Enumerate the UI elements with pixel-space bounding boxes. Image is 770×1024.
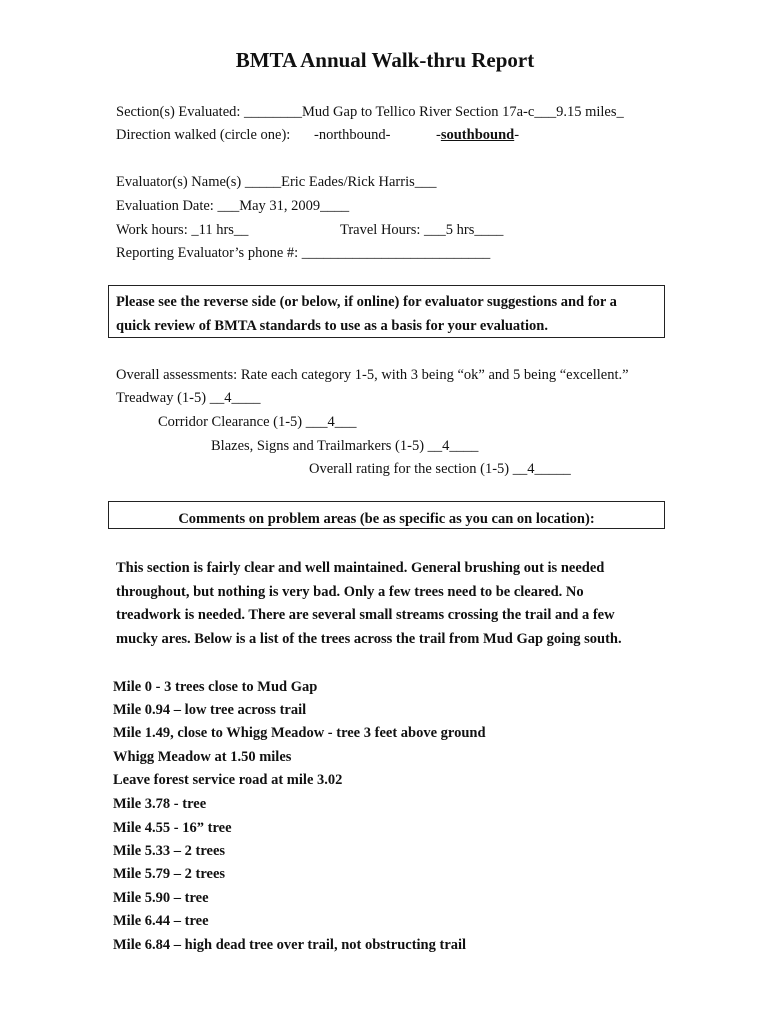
direction-label: Direction walked (circle one): (116, 127, 291, 143)
southbound-pre: - (436, 127, 441, 143)
mile-entry: Mile 0 - 3 trees close to Mud Gap (113, 679, 318, 695)
comments-header: Comments on problem areas (be as specific as you can on location): (178, 511, 595, 527)
mile-entry: Mile 0.94 – low tree across trail (113, 702, 307, 718)
mile-entry: Whigg Meadow at 1.50 miles (113, 749, 292, 765)
evaluator-names: Evaluator(s) Name(s) _____Eric Eades/Rick Harris___ (116, 174, 437, 190)
mile-entry: Mile 6.44 – tree (113, 913, 209, 929)
rating-overall: Overall rating for the section (1-5) __4_____ (309, 461, 571, 477)
comment-line: mucky ares. Below is a list of the trees across the trail from Mud Gap going south. (116, 631, 622, 647)
mile-entry: Mile 5.33 – 2 trees (113, 843, 226, 859)
rating-treadway: Treadway (1-5) __4____ (116, 390, 261, 406)
sections-evaluated: Section(s) Evaluated: ________Mud Gap to Tellico River Section 17a-c___9.15 miles_ (116, 104, 624, 120)
mile-entry: Leave forest service road at mile 3.02 (113, 772, 343, 788)
reporting-phone: Reporting Evaluator’s phone #: __________________________ (116, 245, 491, 261)
work-hours: Work hours: _11 hrs__ (116, 222, 249, 238)
comment-line: treadwork is needed. There are several small streams crossing the trail and a few (116, 607, 615, 623)
rating-corridor: Corridor Clearance (1-5) ___4___ (158, 414, 357, 430)
mile-entry: Mile 1.49, close to Whigg Meadow - tree 3 feet above ground (113, 725, 486, 741)
rating-blazes: Blazes, Signs and Trailmarkers (1-5) __4____ (211, 438, 479, 454)
notice-line-1: Please see the reverse side (or below, if online) for evaluator suggestions and for a (116, 294, 617, 310)
comment-line: throughout, but nothing is very bad. Only a few trees need to be cleared. No (116, 584, 584, 600)
travel-hours: Travel Hours: ___5 hrs____ (340, 222, 504, 238)
direction-southbound (436, 127, 519, 144)
southbound-word: southbound (440, 127, 515, 143)
mile-entry: Mile 4.55 - 16” tree (113, 820, 232, 836)
assessment-intro: Overall assessments: Rate each category 1-5, with 3 being “ok” and 5 being “excellent.” (116, 367, 629, 383)
comment-line: This section is fairly clear and well maintained. General brushing out is needed (116, 560, 605, 576)
direction-northbound: -northbound- (314, 127, 391, 143)
mile-entry: Mile 5.90 – tree (113, 890, 209, 906)
mile-entry: Mile 6.84 – high dead tree over trail, not obstructing trail (113, 937, 467, 953)
page-title: BMTA Annual Walk-thru Report (235, 48, 535, 72)
mile-entry: Mile 3.78 - tree (113, 796, 207, 812)
mile-entry: Mile 5.79 – 2 trees (113, 866, 226, 882)
notice-line-2: quick review of BMTA standards to use as a basis for your evaluation. (116, 318, 548, 334)
southbound-post: - (514, 127, 520, 143)
evaluation-date: Evaluation Date: ___May 31, 2009____ (116, 198, 350, 214)
